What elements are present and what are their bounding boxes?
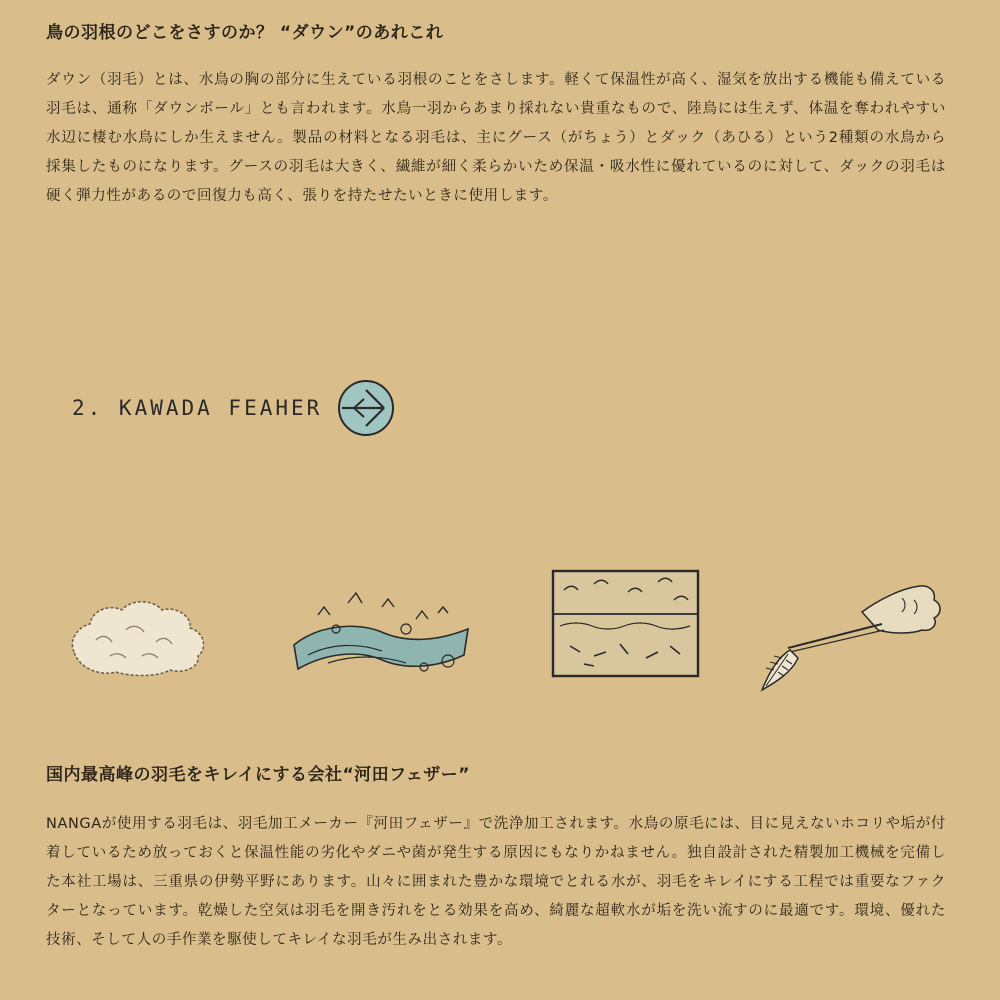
water-tank-icon xyxy=(550,568,702,680)
section-title-kawada: 国内最高峰の羽毛をキレイにする会社“河田フェザー” xyxy=(46,765,470,785)
kawada-logo-icon xyxy=(336,378,396,438)
section-body-down: ダウン（羽毛）とは、水鳥の胸の部分に生えている羽根のことをさします。軽くて保温性が高く、湿気を放出する機能も備えている羽毛は、通称「ダウンボール」とも言われます。水鳥一羽からあまり採れない貴重なもので、陸鳥には生えず、体温を奪われやすい水辺に棲む水鳥にしか生えません。製品の材料となる羽毛は、主にグース（がちょう）とダック（あひる）という2種類の水鳥から採集したものになります。グースの羽毛は大きく、繊維が細く柔らかいため保温・吸水性に優れているのに対して、ダックの羽毛は硬く弾力性があるので回復力も高く、張りを持たせたいときに使用します。 xyxy=(46,72,946,204)
brand-label: 2. KAWADA FEAHER xyxy=(72,396,323,420)
section-body-kawada: NANGAが使用する羽毛は、羽毛加工メーカー『河田フェザー』で洗浄加工されます。水鳥の原毛には、目に見えないホコリや垢が付着しているため放っておくと保温性能の劣化やダニや菌が発生する原因にもなりかねません。独自設計された精製加工機械を完備した本社工場は、三重県の伊勢平野にあります。山々に囲まれた豊かな環境でとれる水が、羽毛をキレイにする工程では重要なファクターとなっています。乾燥した空気は羽毛を開き汚れをとる効果を高め、綺麗な超軟水が垢を洗い流すのに最適です。環境、優れた技術、そして人の手作業を駆使してキレイな羽毛が生み出されます。 xyxy=(46,816,946,948)
feather-hand-icon xyxy=(752,578,952,698)
section-title-down: 鳥の羽根のどこをさすのか？ “ダウン”のあれこれ xyxy=(46,23,444,43)
wave-icon xyxy=(288,585,478,680)
brand-heading xyxy=(72,378,396,438)
down-ball-icon xyxy=(66,590,211,680)
